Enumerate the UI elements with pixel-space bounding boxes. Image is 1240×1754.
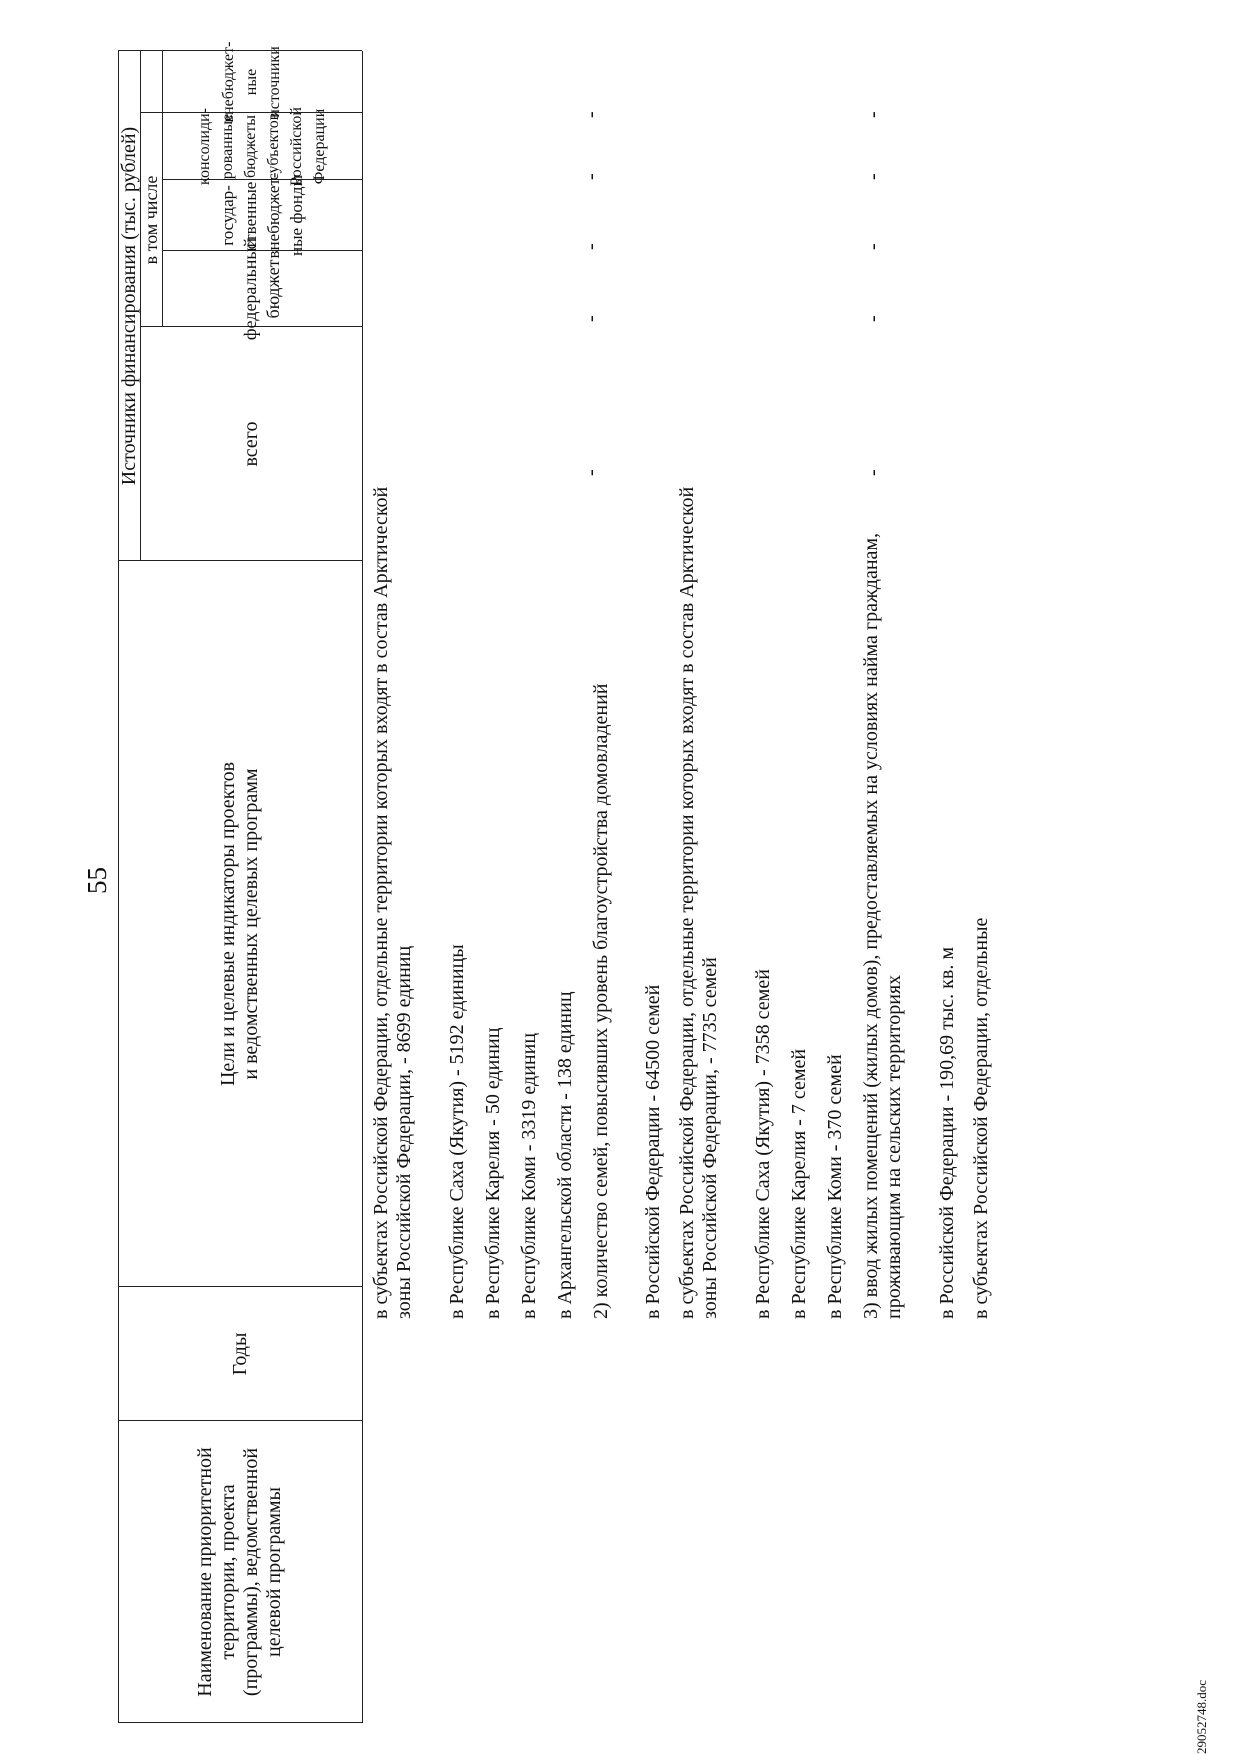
header-sources-cell: Источники финансирования (тыс. рублей) [117,126,140,486]
cell-dash: - [862,243,884,250]
cell-dash: - [862,315,884,322]
header-bottom-border [362,51,363,1723]
list-item: в субъектах Российской Федерации, отдельные [970,917,992,1319]
cell-dash: - [862,173,884,180]
cell-dash: - [580,111,602,118]
cell-dash: - [862,469,884,476]
header-extra-sources-cell: внебюджет- ные источники [219,41,283,123]
list-item: 3) ввод жилых помещений (жилых домов), предоставляемых на условиях найма гражданам, проживающим на сельских территориях [860,532,905,1319]
list-item: в Российской Федерации - 64500 семей [642,984,664,1319]
cell-dash: - [580,173,602,180]
list-item: 2) количество семей, повысивших уровень благоустройства домовладений [590,683,612,1319]
list-item: в Архангельской области - 138 единиц [554,991,576,1319]
list-item: в Республике Коми - 3319 единиц [518,1032,540,1319]
header-offbudget-funds-cell: государ- ственные внебюджет- ные фонды [218,172,306,259]
header-including-cell: в том числе [140,175,161,265]
list-item: в Республике Саха (Якутия) - 5192 единицы [446,944,468,1319]
document-code: 29052748.doc [1194,1679,1209,1754]
list-item: в субъектах Российской Федерации, отдельные территории которых входят в состав Арктической зоны Российской Федерации, - 7735 семей [676,486,721,1319]
header-left-border [118,1722,362,1723]
table-header [117,41,362,1723]
header-regional-budgets-cell: консолиди- рованные бюджеты субъектов Российской Федерации [196,107,328,186]
header-goals-cell: Цели и целевые индикаторы проектов и ведомственных целевых программ [217,761,262,1087]
list-item: в Республике Саха (Якутия) - 7358 семей [752,969,774,1319]
list-item: в Республике Карелия - 50 единиц [482,1027,504,1319]
header-federal-cell: федеральный бюджет [240,237,283,341]
cell-dash: - [580,243,602,250]
cell-dash: - [580,315,602,322]
header-total-cell: всего [239,421,262,467]
list-item: в субъектах Российской Федерации, отдельные территории которых входят в состав Арктической зоны Российской Федерации, - 8699 единиц [370,486,415,1319]
cell-dash: - [862,111,884,118]
page-number: 55 [82,867,112,894]
cell-dash: - [580,469,602,476]
header-years-cell: Годы [228,1332,251,1376]
list-item: в Республике Карелия - 7 семей [788,1048,810,1319]
list-item: в Республике Коми - 370 семей [824,1054,846,1319]
list-item: в Российской Федерации - 190,69 тыс. кв. м [936,947,958,1319]
header-name-cell: Наименование приоритетной территории, проекта (программы), ведомственной целевой программы [194,1447,285,1697]
